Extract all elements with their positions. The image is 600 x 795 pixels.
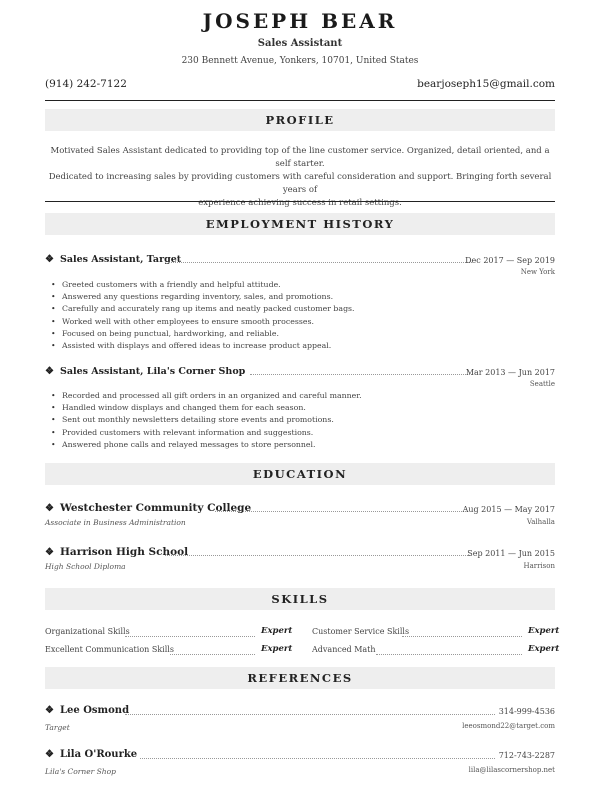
divider: [45, 201, 555, 202]
leader-dots: [215, 511, 468, 512]
leader-dots: [168, 262, 472, 263]
profile-line: Dedicated to increasing sales by providing customers with careful consideration and support. Bringing forth several years of: [48, 172, 552, 195]
job-title-text: Sales Assistant, Target: [59, 254, 182, 265]
address: 230 Bennett Avenue, Yonkers, 10701, United States: [181, 56, 419, 66]
education-entry-title: [45, 546, 188, 558]
list-item: • Recorded and processed all gift orders in an organized and careful manner.: [50, 390, 362, 402]
section-heading-profile: PROFILE: [265, 113, 335, 127]
leader-dots: [125, 636, 255, 637]
job-bullets: [50, 279, 355, 352]
leader-dots: [402, 636, 522, 637]
reference-phone: 712-743-2287: [498, 751, 555, 760]
reference-email: lila@lilascornershop.net: [468, 766, 555, 774]
job-dates: Dec 2017 — Sep 2019: [465, 256, 555, 265]
list-item: • Greeted customers with a friendly and helpful attitude.: [50, 279, 355, 291]
reference-phone: 314-999-4536: [498, 707, 555, 716]
skill-name: Advanced Math: [312, 645, 376, 654]
phone-number: (914) 242-7122: [45, 78, 127, 90]
education-dates: Aug 2015 — May 2017: [462, 505, 555, 514]
job-entry-title: [45, 254, 181, 265]
list-item: • Carefully and accurately rang up items and neatly packed customer bags.: [50, 303, 355, 315]
diamond-cluster-icon: ❖: [45, 254, 54, 265]
skill-name: Organizational Skills: [45, 627, 130, 636]
education-entry-title: [45, 502, 251, 514]
education-location: Harrison: [523, 562, 555, 570]
degree: High School Diploma: [45, 562, 126, 571]
list-item: • Worked well with other employees to ensure smooth processes.: [50, 316, 355, 328]
skill-name: Excellent Communication Skills: [45, 645, 174, 654]
leader-dots: [140, 758, 495, 759]
skill-name: Customer Service Skills: [312, 627, 410, 636]
leader-dots: [125, 714, 495, 715]
skill-level: Expert: [528, 644, 560, 654]
reference-organization: Target: [45, 723, 70, 732]
section-heading-references: REFERENCES: [247, 671, 353, 685]
list-item: • Answered any questions regarding inventory, sales, and promotions.: [50, 291, 355, 303]
list-item: • Handled window displays and changed them for each season.: [50, 402, 362, 414]
list-item: • Answered phone calls and relayed messages to store personnel.: [50, 439, 362, 451]
reference-name: Lila O'Rourke: [59, 749, 138, 760]
diamond-cluster-icon: ❖: [45, 705, 54, 716]
profile-line: experience achieving success in retail settings.: [198, 198, 402, 208]
skill-level: Expert: [261, 626, 293, 636]
leader-dots: [170, 654, 255, 655]
divider: [45, 100, 555, 101]
reference-name-row: [45, 749, 137, 760]
leader-dots: [376, 654, 522, 655]
list-item: • Focused on being punctual, hardworking, and reliable.: [50, 328, 355, 340]
section-heading-skills: SKILLS: [271, 592, 329, 606]
leader-dots: [250, 374, 472, 375]
reference-name-row: [45, 705, 129, 716]
email-address: bearjoseph15@gmail.com: [417, 78, 555, 90]
degree: Associate in Business Administration: [45, 518, 186, 527]
list-item: • Assisted with displays and offered ideas to increase product appeal.: [50, 340, 355, 352]
list-item: • Provided customers with relevant information and suggestions.: [50, 427, 362, 439]
diamond-cluster-icon: ❖: [45, 503, 54, 514]
diamond-cluster-icon: ❖: [45, 749, 54, 760]
candidate-name: JOSEPH BEAR: [202, 9, 398, 33]
school-name: Harrison High School: [59, 546, 189, 558]
job-bullets: [50, 390, 362, 451]
skill-level: Expert: [261, 644, 293, 654]
diamond-cluster-icon: ❖: [45, 547, 54, 558]
education-dates: Sep 2011 — Jun 2015: [467, 549, 555, 558]
section-heading-education: EDUCATION: [252, 467, 348, 481]
diamond-cluster-icon: ❖: [45, 366, 54, 377]
reference-email: leeosmond22@target.com: [462, 722, 555, 730]
leader-dots: [165, 555, 470, 556]
reference-organization: Lila's Corner Shop: [45, 767, 116, 776]
list-item: • Sent out monthly newsletters detailing store events and promotions.: [50, 414, 362, 426]
education-location: Valhalla: [526, 518, 555, 526]
job-dates: Mar 2013 — Jun 2017: [465, 368, 555, 377]
job-role: Sales Assistant: [257, 38, 343, 49]
job-location: New York: [520, 268, 555, 276]
skill-level: Expert: [528, 626, 560, 636]
reference-name: Lee Osmond: [59, 705, 130, 716]
job-location: Seattle: [529, 380, 555, 388]
section-heading-employment: EMPLOYMENT HISTORY: [205, 217, 395, 231]
school-name: Westchester Community College: [59, 502, 252, 514]
job-title-text: Sales Assistant, Lila's Corner Shop: [59, 366, 246, 377]
job-entry-title: [45, 366, 245, 377]
profile-line: Motivated Sales Assistant dedicated to providing top of the line customer service. Organized, detail oriented, and a self starter.: [50, 146, 550, 169]
